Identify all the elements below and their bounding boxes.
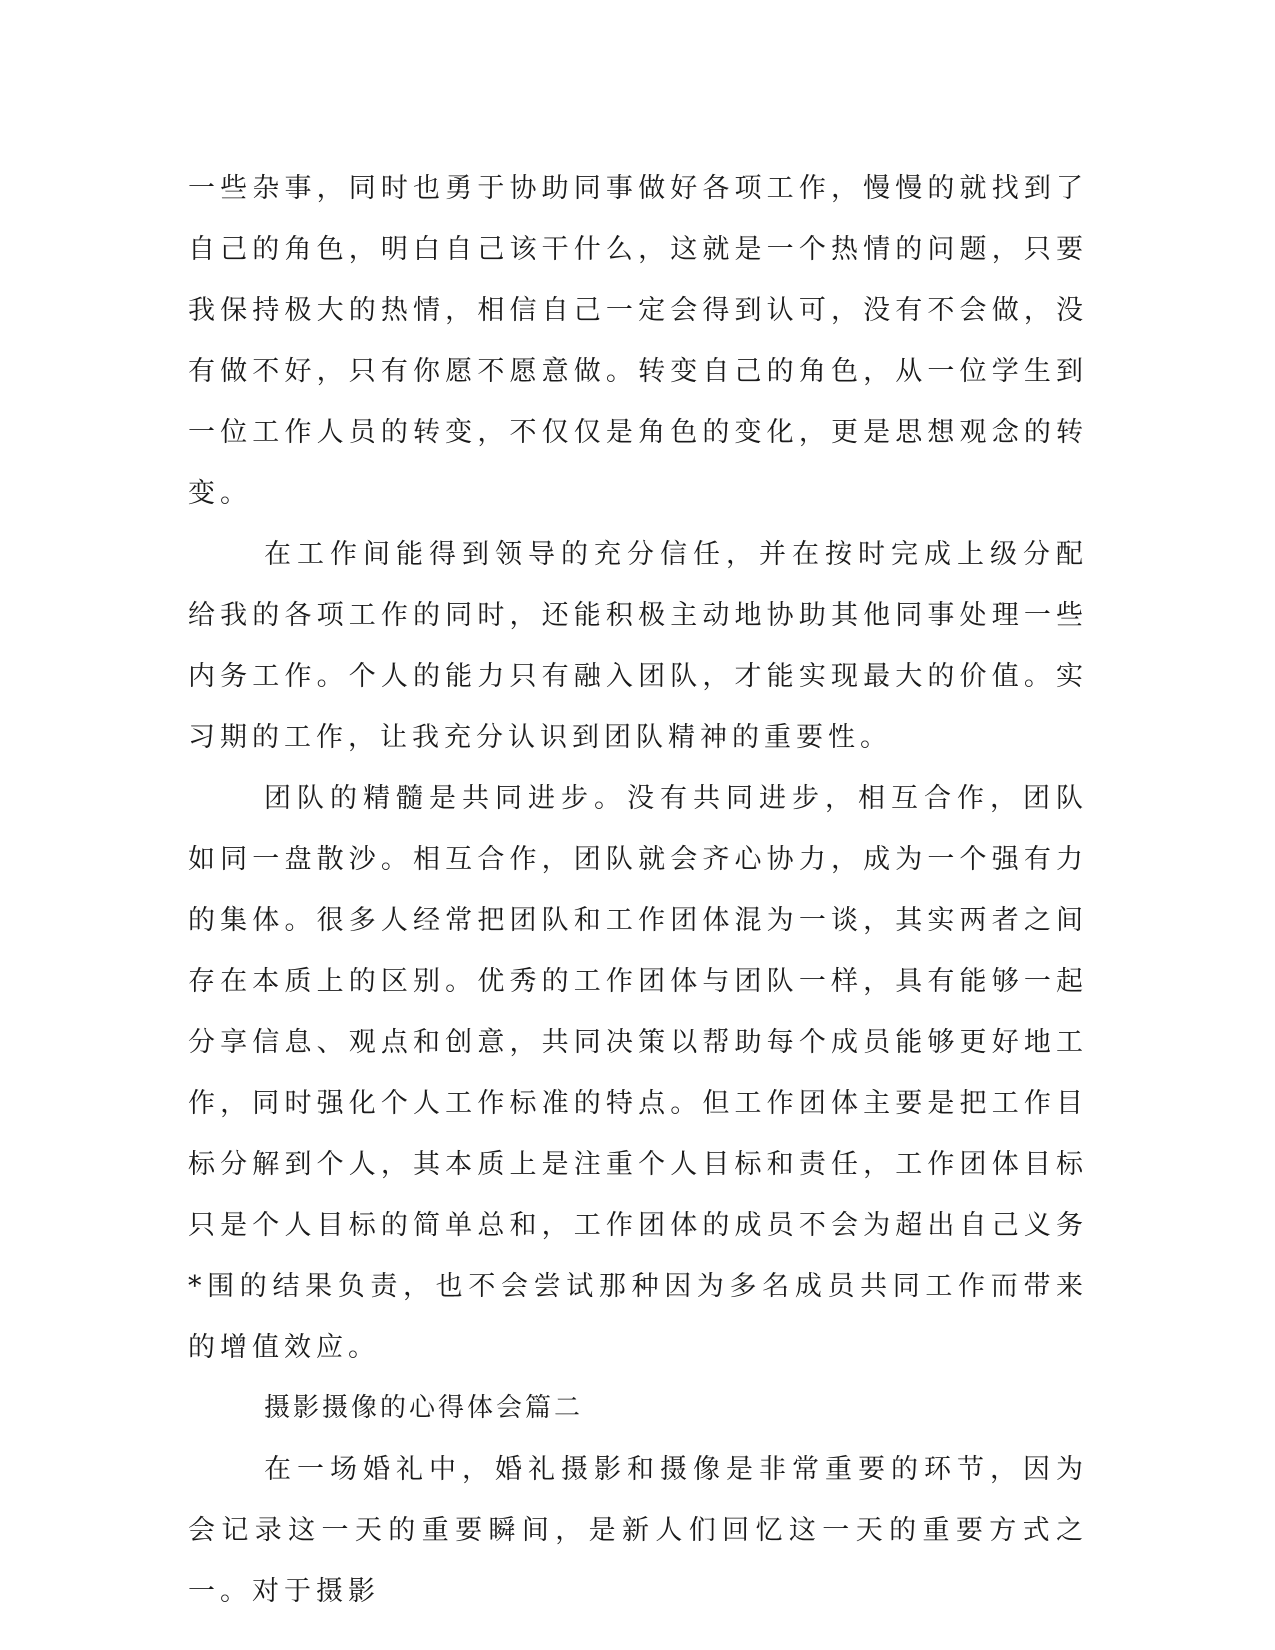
paragraph-continuation: 一些杂事，同时也勇于协助同事做好各项工作，慢慢的就找到了自己的角色，明白自己该干什么，这就是一个热情的问题，只要我保持极大的热情，相信自己一定会得到认可，没有不会做，没有做不好，只有你愿不愿意做。转变自己的角色，从一位学生到一位工作人员的转变，不仅仅是角色的变化，更是思想观念的转变。	[188, 173, 1088, 509]
paragraph-leader-trust: 在工作间能得到领导的充分信任，并在按时完成上级分配给我的各项工作的同时，还能积极主动地协助其他同事处理一些内务工作。个人的能力只有融入团队，才能实现最大的价值。实习期的工作，让我充分认识到团队精神的重要性。	[188, 539, 1088, 753]
document-body	[188, 158, 1088, 1622]
section-heading: 摄影摄像的心得体会篇二	[264, 1393, 584, 1423]
paragraph-wedding-photography: 在一场婚礼中，婚礼摄影和摄像是非常重要的环节，因为会记录这一天的重要瞬间，是新人们回忆这一天的重要方式之一。对于摄影	[188, 1454, 1088, 1607]
paragraph-team-essence: 团队的精髓是共同进步。没有共同进步，相互合作，团队如同一盘散沙。相互合作，团队就会齐心协力，成为一个强有力的集体。很多人经常把团队和工作团体混为一谈，其实两者之间存在本质上的区别。优秀的工作团体与团队一样，具有能够一起分享信息、观点和创意，共同决策以帮助每个成员能够更好地工作，同时强化个人工作标准的特点。但工作团体主要是把工作目标分解到个人，其本质上是注重个人目标和责任，工作团体目标只是个人目标的简单总和，工作团体的成员不会为超出自己义务*围的结果负责，也不会尝试那种因为多名成员共同工作而带来的增值效应。	[188, 783, 1088, 1363]
